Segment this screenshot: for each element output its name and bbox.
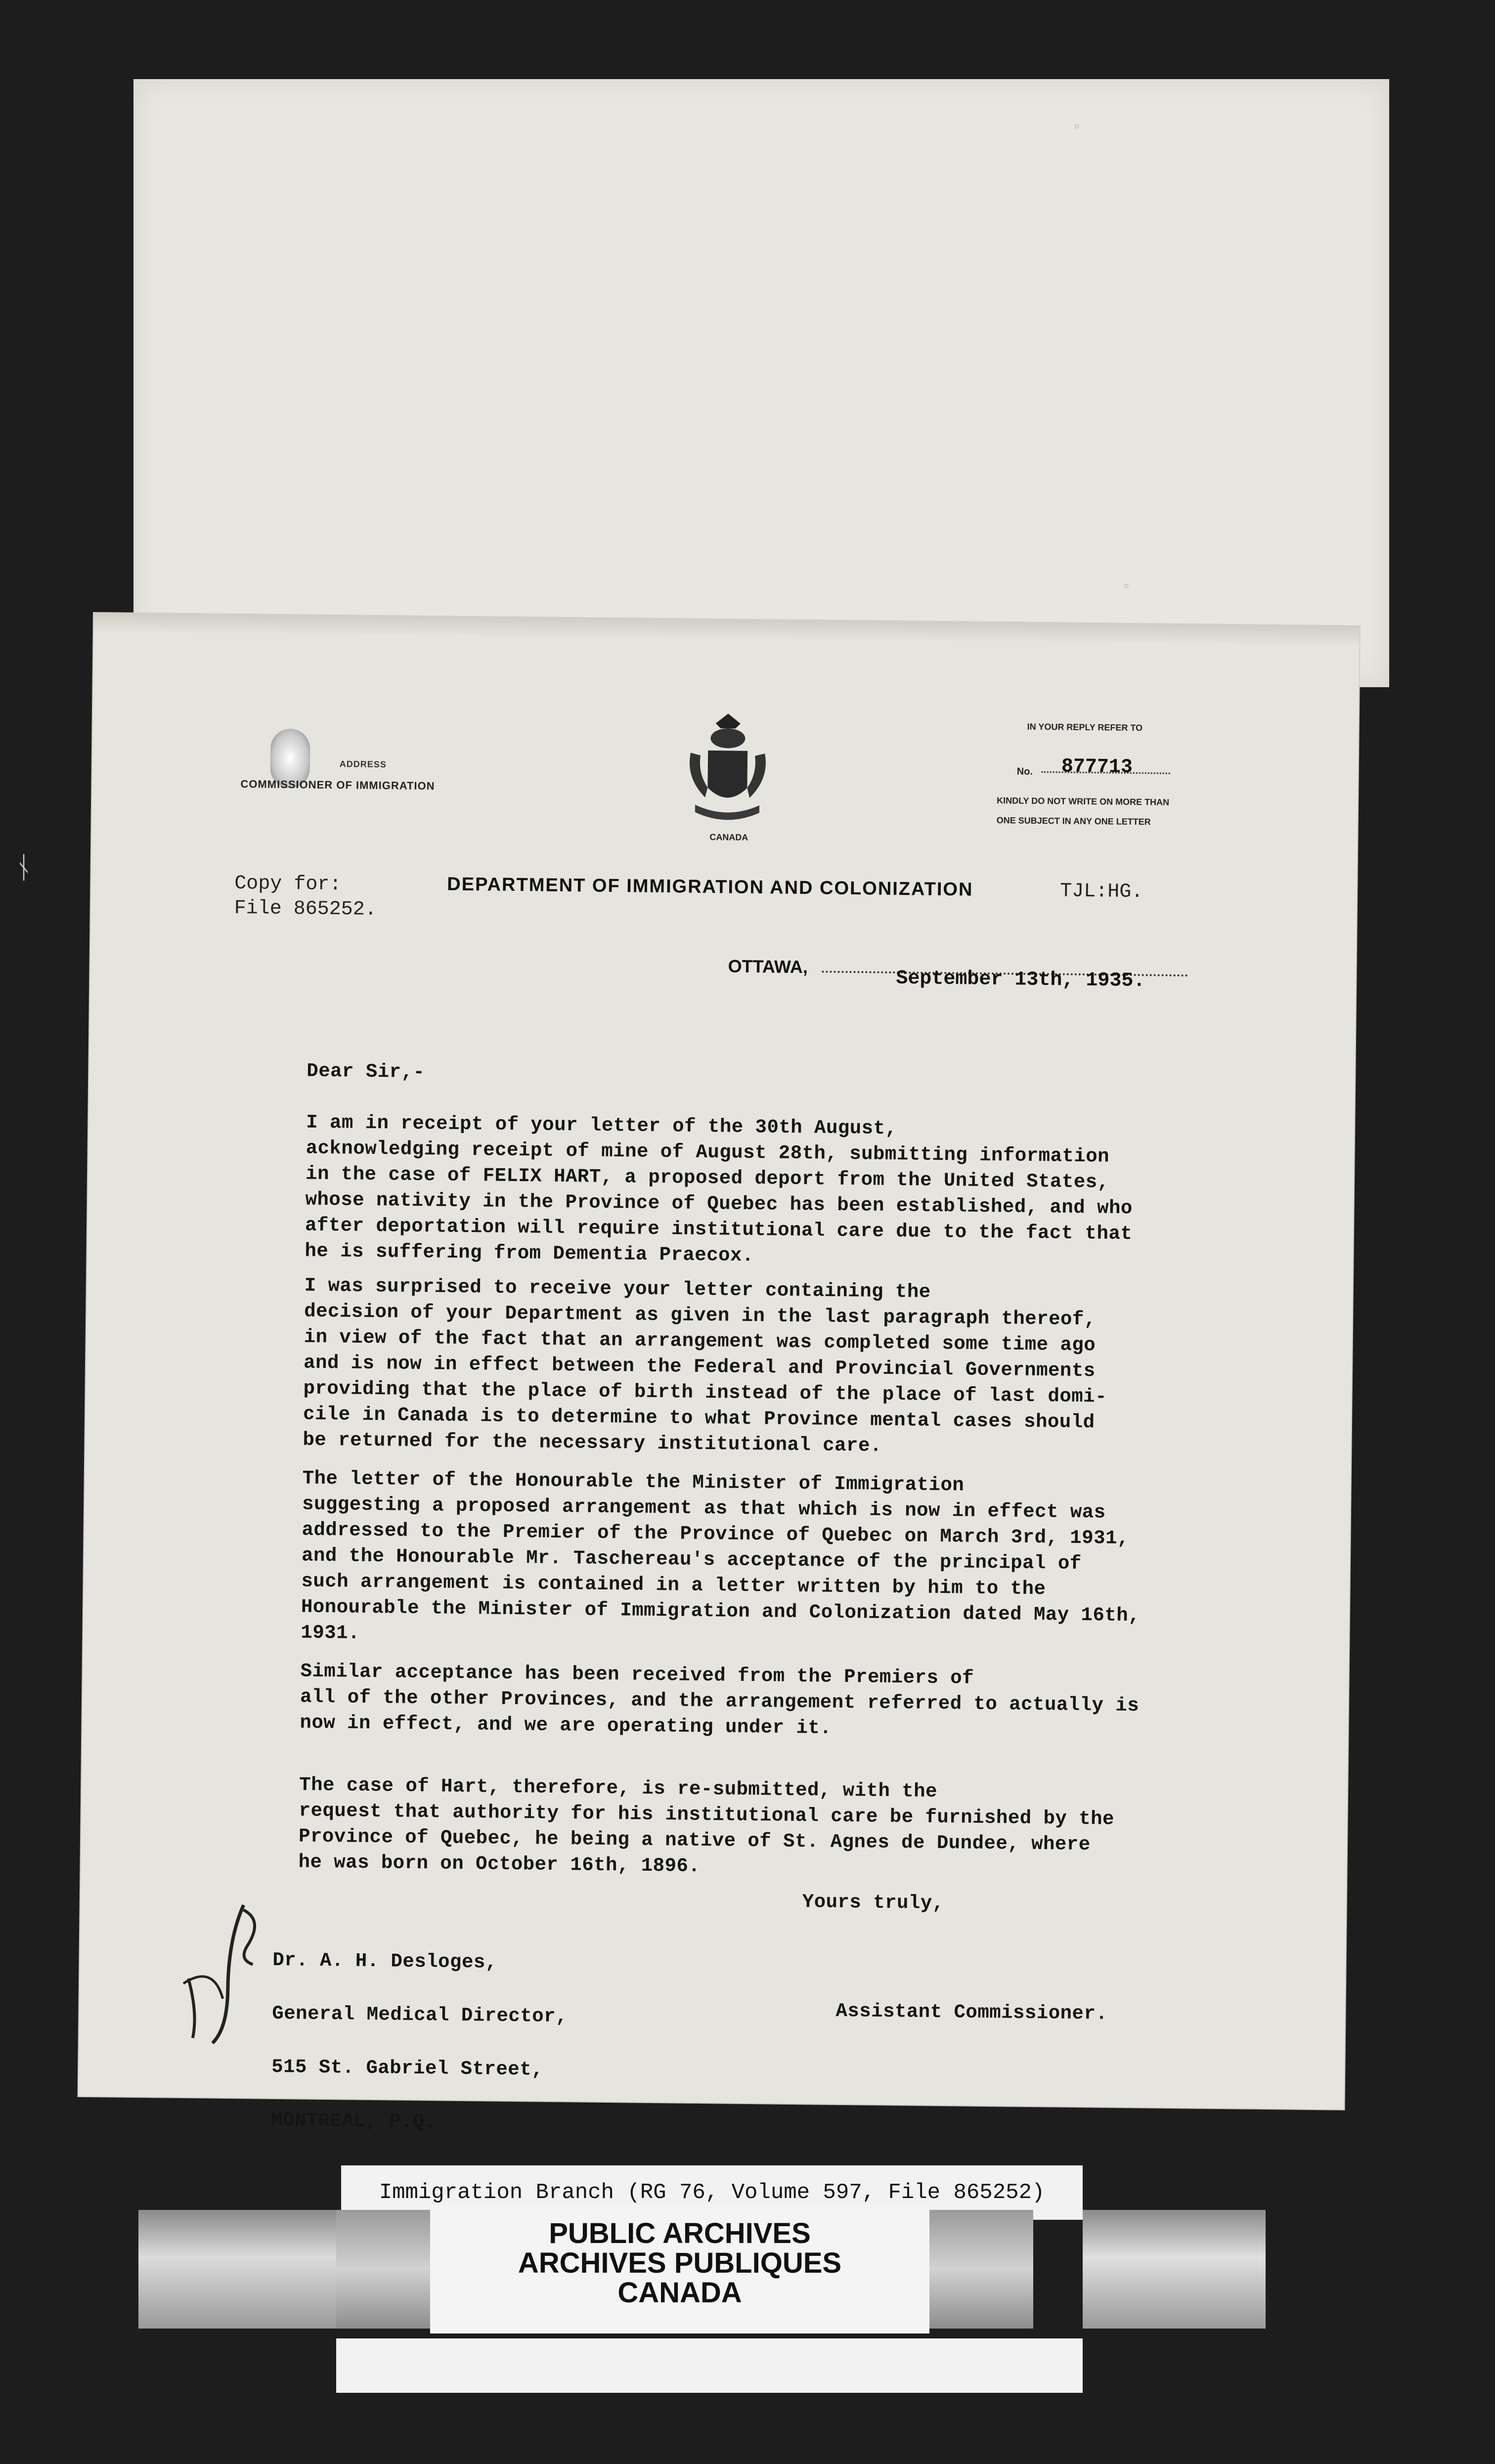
copy-for-block: [234, 872, 377, 923]
reply-note-line1: KINDLY DO NOT WRITE ON MORE THAN: [997, 795, 1170, 807]
crest-caption: CANADA: [709, 832, 748, 842]
body-paragraph: I was surprised to receive your letter containing the decision of your Department as given in the last paragraph thereof, in view of the fact that an arrangement was completed some time ago and is now in effect between the Federal and Provincial Governments providing that the place of birth instead of the place of last domi- cile in Canada is to determine to what Province mental cases should be returned for the necessary institutional care.: [303, 1275, 1107, 1457]
salutation: Dear Sir,-: [307, 1060, 425, 1084]
archives-label-line3: CANADA: [617, 2277, 742, 2309]
archives-label: [430, 2205, 929, 2333]
signature-title: Assistant Commissioner.: [835, 2000, 1108, 2025]
address-label: ADDRESS: [339, 759, 387, 770]
body-paragraph: Similar acceptance has been received from the Premiers of all of the other Provinces, and the arrangement referred to actually is now in effect, and we are operating under it.: [300, 1660, 1140, 1739]
body-paragraph: The case of Hart, therefore, is re-submitted, with the request that authority for his institutional care be furnished by the Province of Quebec, he being a native of St. Agnes de Dundee, where he was born on October 16th, 1896.: [298, 1774, 1115, 1877]
coat-of-arms-icon: [680, 713, 775, 828]
letter-date: September 13th, 1935.: [896, 968, 1145, 993]
file-number: 877713: [1061, 755, 1133, 779]
blank-caption-strip: [336, 2338, 1083, 2393]
archive-caption: Immigration Branch (RG 76, Volume 597, File 865252): [379, 2180, 1045, 2205]
recipient-line: Dr. A. H. Desloges,: [272, 1949, 497, 1974]
body-paragraph: The letter of the Honourable the Minister of Immigration suggesting a proposed arrangement as that which is now in effect was addressed to the Premier of the Province of Quebec on March 3rd, 1931, and the Honourable Mr. Taschereau's acceptance of the principal of such arrangement is contained in a letter written by him to the Honourable the Minister of Immigration and Colonization dated May 16th, 1931.: [301, 1467, 1141, 1644]
reply-note-line2: ONE SUBJECT IN ANY ONE LETTER: [996, 815, 1151, 827]
recipient-line: 515 St. Gabriel Street,: [271, 2056, 544, 2081]
film-tab: [336, 2210, 430, 2329]
speck-mark: ◦: [1122, 578, 1131, 595]
archives-label-line1: PUBLIC ARCHIVES: [549, 2217, 811, 2249]
letter-sheet: [79, 613, 1360, 2133]
margin-mark: ᚾ: [15, 850, 33, 885]
copy-for-line2: File 865252.: [234, 897, 377, 922]
department-heading: DEPARTMENT OF IMMIGRATION AND COLONIZATION: [447, 874, 973, 900]
recipient-address: [270, 1920, 569, 2163]
recipient-line: MONTREAL, P.Q.: [270, 2109, 437, 2133]
recipient-line: General Medical Director,: [272, 2002, 568, 2028]
reply-refer-label: IN YOUR REPLY REFER TO: [1027, 721, 1143, 733]
closing: Yours truly,: [802, 1891, 944, 1915]
address-name: COMMISSIONER OF IMMIGRATION: [240, 778, 435, 792]
copy-for-line1: Copy for:: [234, 873, 342, 896]
film-tab: [1083, 2210, 1266, 2329]
file-no-label: No.: [1016, 766, 1033, 777]
film-tab: [929, 2210, 1033, 2329]
film-tab: [138, 2210, 336, 2329]
back-sheet: [133, 79, 1389, 687]
archives-label-strip: [138, 2205, 1266, 2333]
archives-label-line2: ARCHIVES PUBLIQUES: [518, 2247, 842, 2279]
body-paragraph: I am in receipt of your letter of the 30th August, acknowledging receipt of mine of August 28th, submitting information in the case of FELIX HART, a proposed deport from the United States, whose nativity in the Province of Quebec has been established, and who after deportation will require institutional care due to the fact that he is suffering from Dementia Praecox.: [305, 1111, 1133, 1267]
speck-mark: ◦: [1073, 119, 1081, 135]
reference-initials: TJL:HG.: [1059, 880, 1143, 904]
place-label: OTTAWA,: [728, 956, 808, 977]
